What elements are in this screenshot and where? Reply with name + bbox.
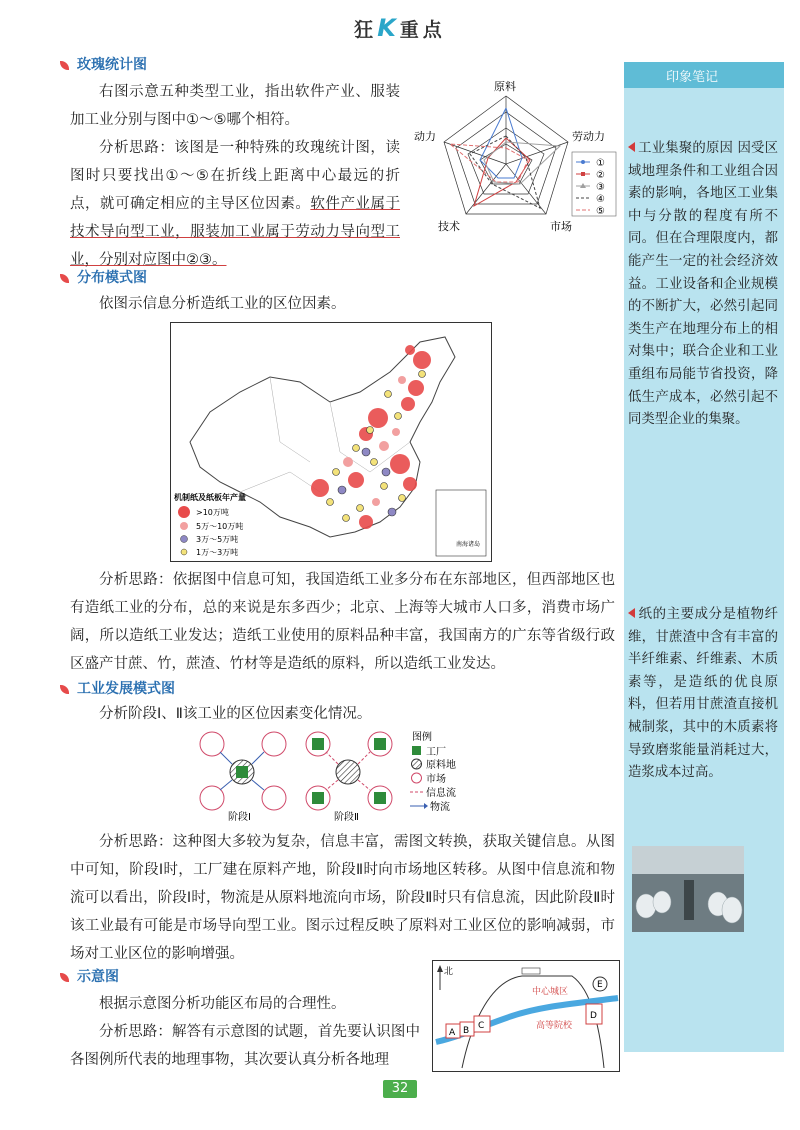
svg-text:物流: 物流 — [430, 802, 450, 813]
svg-text:工厂: 工厂 — [426, 747, 446, 758]
map-legend-4: 1万～3万吨 — [196, 548, 239, 557]
section-title-dev: 工业发展模式图 — [60, 678, 175, 698]
page-header: 狂K重点 — [354, 14, 446, 42]
note-arrow-icon — [628, 608, 635, 618]
axis-label-market: 市场 — [550, 220, 572, 233]
page-number: 32 — [383, 1080, 417, 1098]
svg-text:C: C — [478, 1021, 485, 1031]
axis-label-power: 动力 — [414, 130, 436, 143]
sketch-analysis: 分析思路：解答有示意图的试题，首先要认识图中各图例所代表的地理事物，其次要认真分析各地理 — [70, 1024, 420, 1068]
svg-text:原料地: 原料地 — [426, 760, 456, 771]
section-title-rose: 玫瑰统计图 — [60, 54, 147, 74]
axis-label-labor: 劳动力 — [572, 130, 605, 143]
dev-legend-title: 图例 — [412, 732, 432, 743]
dist-analysis: 分析思路：依据图中信息可知，我国造纸工业多分布在东部地区，但西部地区也有造纸工业的分布，总的来说是东多西少；北京、上海等大城市人口多，消费市场广阔，所以造纸工业发达；造纸工业使用的原料品种丰富，我国南方的广东等省级行政区盛产甘蔗、竹，蔗渣、竹材等是造纸的原料，所以造纸工业发达。 — [70, 572, 615, 672]
sketch-map — [432, 960, 620, 1072]
legend-4: ④ — [596, 194, 605, 205]
stage-1-diagram — [200, 732, 286, 823]
section-title-sketch: 示意图 — [60, 966, 119, 986]
leaf-icon — [60, 274, 69, 283]
svg-text:信息流: 信息流 — [426, 788, 456, 799]
legend-5: ⑤ — [596, 206, 605, 217]
legend-3: ③ — [596, 182, 605, 193]
north-label: 北 — [444, 967, 454, 977]
sidebar-note-2: 纸的主要成分是植物纤维，甘蔗渣中含有丰富的半纤维素、纤维素、木质素等，是造纸的优良原料，但若用甘蔗渣直接机械制浆，其中的木质素将导致磨浆能量消耗过大，造浆成本过高。 — [628, 607, 778, 781]
note-arrow-icon — [628, 142, 635, 152]
svg-text:E: E — [597, 980, 603, 990]
paper-factory-photo — [632, 846, 744, 932]
dev-question: 分析阶段Ⅰ、Ⅱ该工业的区位因素变化情况。 — [99, 706, 372, 722]
section-title-dist: 分布模式图 — [60, 267, 147, 287]
legend-2: ② — [596, 170, 605, 181]
map-legend-1: >10万吨 — [196, 508, 229, 517]
map-legend-3: 3万～5万吨 — [196, 535, 239, 544]
stage-2-diagram — [306, 732, 392, 823]
rose-analysis: 分析思路：该图是一种特殊的玫瑰统计图，读图时只要找出①～⑤在折线上距离中心最远的折点，就可确定相应的主导区位因素。 — [70, 140, 400, 212]
rose-answer: 软件产业属于技术导向型工业，服装加工业属于劳动力导向型工业，分别对应图中②③。 — [70, 196, 401, 268]
college-label: 高等院校 — [536, 1021, 573, 1031]
dev-diagram — [190, 728, 510, 824]
svg-text:D: D — [590, 1011, 597, 1021]
inset-label: 南海诸岛 — [456, 541, 481, 548]
stage-2-label: 阶段Ⅱ — [334, 812, 359, 823]
rose-question: 右图示意五种类型工业，指出软件产业、服装加工业分别与图中①～⑤哪个相符。 — [70, 84, 400, 128]
rose-chart — [410, 78, 620, 243]
sidebar-note-1: 工业集聚的原因 因受区域地理条件和工业组合因素的影响，各地区工业集中与分散的程度有所不同。但在合理限度内，都能产生一定的社会经济效益。工业设备和企业规模的不断扩大，必然引起同类生产在地理分布上的相对集中；联合企业和工业重组布局能节省投资，降低生产成本，必然引起不同类型企业的集聚。 — [628, 141, 778, 428]
axis-label-tech: 技术 — [438, 220, 460, 233]
leaf-icon — [60, 973, 69, 982]
svg-text:A: A — [449, 1028, 456, 1038]
map-legend-2: 5万～10万吨 — [196, 522, 244, 531]
sketch-question: 根据示意图分析功能区布局的合理性。 — [99, 996, 346, 1012]
rose-text — [70, 78, 400, 274]
svg-text:B: B — [463, 1026, 470, 1036]
sketch-text — [70, 990, 420, 1074]
center-label: 中心城区 — [532, 987, 569, 997]
dev-legend — [410, 730, 456, 813]
svg-text:市场: 市场 — [426, 774, 446, 785]
map-legend-title: 机制纸及纸板年产量 — [174, 493, 246, 502]
stage-1-label: 阶段Ⅰ — [228, 812, 251, 823]
china-paper-map — [170, 322, 492, 562]
leaf-icon — [60, 685, 69, 694]
dev-analysis: 分析思路：这种图大多较为复杂，信息丰富，需图文转换，获取关键信息。从图中可知，阶段Ⅰ时，工厂建在原料产地，阶段Ⅱ时向市场地区转移。从图中信息流和物流可以看出，阶段Ⅰ时，物流是从原料地流向市场，阶段Ⅱ时只有信息流，因此阶段Ⅱ时该工业最有可能是市场导向型工业。图示过程反映了原料对工业区位的影响减弱，市场对工业区位的影响增强。 — [70, 834, 615, 962]
leaf-icon — [60, 61, 69, 70]
dist-question: 依图示信息分析造纸工业的区位因素。 — [99, 296, 346, 312]
sidebar-header: 印象笔记 — [624, 62, 784, 88]
legend-1: ① — [596, 158, 605, 169]
axis-label-material: 原料 — [494, 80, 516, 93]
